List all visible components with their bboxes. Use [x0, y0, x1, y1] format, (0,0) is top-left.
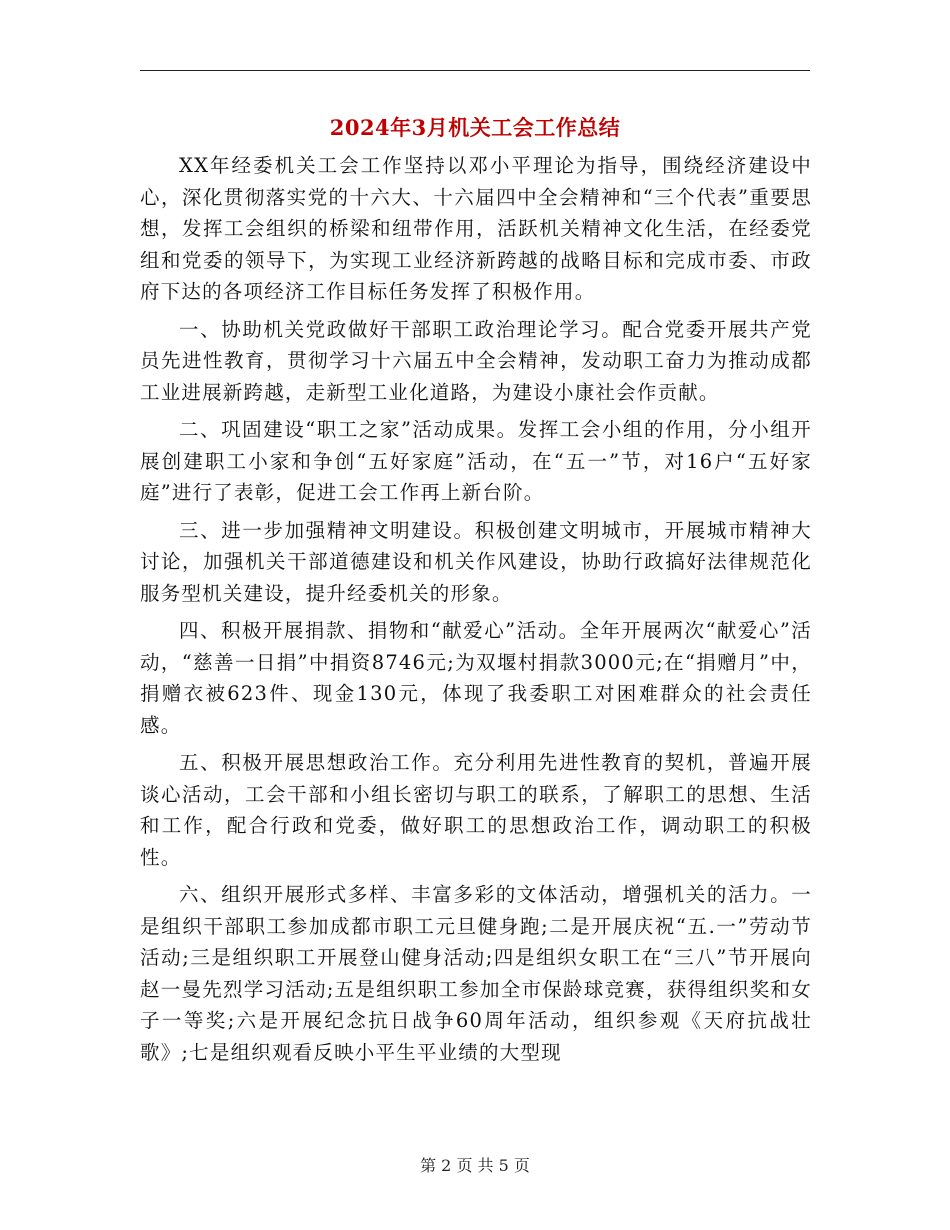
header-rule	[140, 70, 810, 71]
paragraph-intro: XX年经委机关工会工作坚持以邓小平理论为指导，围绕经济建设中心，深化贯彻落实党的十六大、十六届四中全会精神和“三个代表”重要思想，发挥工会组织的桥梁和纽带作用，活跃机关精神文化生活，在经委党组和党委的领导下，为实现工业经济新跨越的战略目标和完成市委、市政府下达的各项经济工作目标任务发挥了积极作用。	[140, 154, 812, 303]
page-number: 第 2 页 共 5 页	[420, 1156, 530, 1175]
paragraph-item-2: 二、巩固建设“职工之家”活动成果。发挥工会小组的作用，分小组开展创建职工小家和争创“五好家庭”活动，在“五一”节，对16户“五好家庭”进行了表彰，促进工会工作再上新台阶。	[140, 418, 812, 504]
paragraph-item-4: 四、积极开展捐款、捐物和“献爱心”活动。全年开展两次“献爱心”活动，“慈善一日捐”中捐资8746元;为双堰村捐款3000元;在“捐赠月”中，捐赠衣被623件、现金130元，体现了我委职工对困难群众的社会责任感。	[140, 619, 812, 737]
document-body	[140, 150, 812, 1074]
document-title: 2024年3月机关工会工作总结	[329, 115, 621, 140]
paragraph-item-6: 六、组织开展形式多样、丰富多彩的文体活动，增强机关的活力。一是组织干部职工参加成都市职工元旦健身跑;二是开展庆祝“五.一”劳动节活动;三是组织职工开展登山健身活动;四是组织女职工在“三八”节开展向赵一曼先烈学习活动;五是组织职工参加全市保龄球竞赛，获得组织奖和女子一等奖;六是开展纪念抗日战争60周年活动，组织参观《天府抗战壮歌》;七是组织观看反映小平生平业绩的大型现	[140, 883, 812, 1064]
paragraph-item-3: 三、进一步加强精神文明建设。积极创建文明城市，开展城市精神大讨论，加强机关干部道德建设和机关作风建设，协助行政搞好法律规范化服务型机关建设，提升经委机关的形象。	[140, 518, 812, 605]
paragraph-item-5: 五、积极开展思想政治工作。充分利用先进性教育的契机，普遍开展谈心活动，工会干部和小组长密切与职工的联系，了解职工的思想、生活和工作，配合行政和党委，做好职工的思想政治工作，调动职工的积极性。	[140, 751, 812, 869]
paragraph-item-1: 一、协助机关党政做好干部职工政治理论学习。配合党委开展共产党员先进性教育，贯彻学习十六届五中全会精神，发动职工奋力为推动成都工业进展新跨越，走新型工业化道路，为建设小康社会作贡献。	[140, 317, 812, 404]
